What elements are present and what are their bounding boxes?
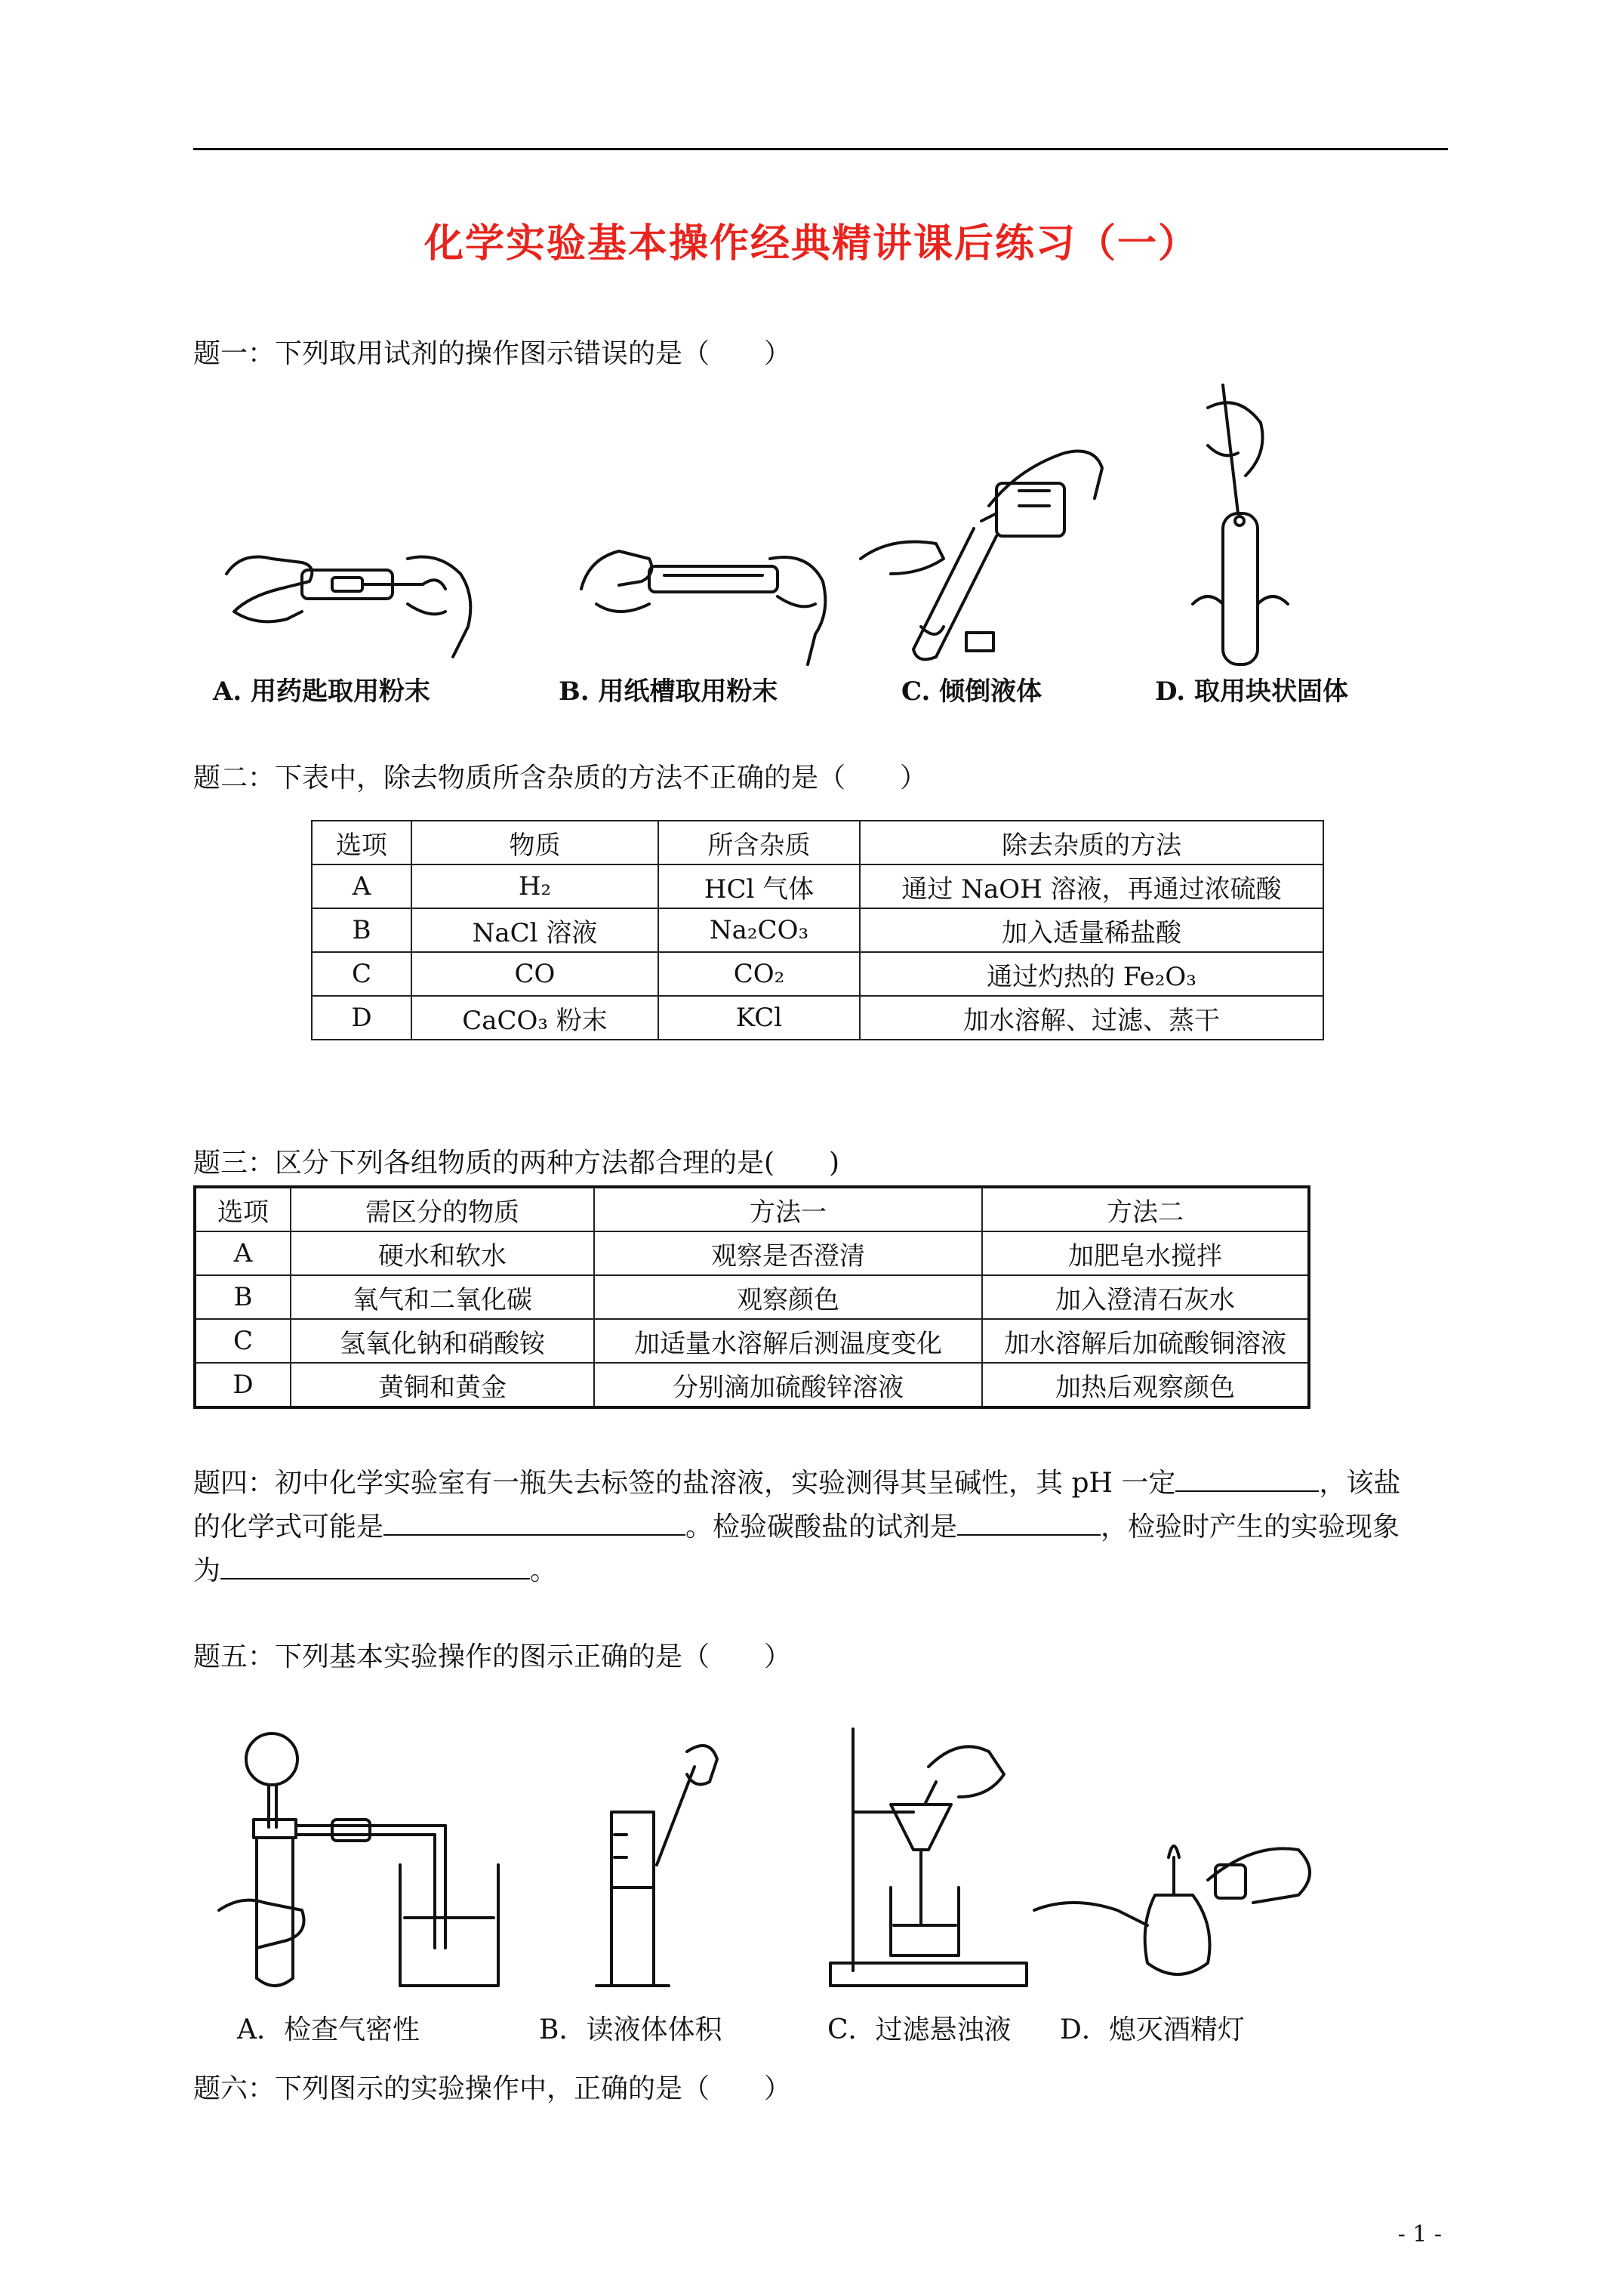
question-4-text	[193, 1462, 1461, 1593]
header-cell: 方法二	[982, 1187, 1309, 1231]
cell: 加适量水溶解后测温度变化	[594, 1319, 982, 1363]
cell: CaCO₃ 粉末	[411, 996, 658, 1040]
table-row	[195, 1319, 1309, 1363]
page-title: 化学实验基本操作经典精讲课后练习（一）	[423, 220, 1199, 267]
page-number: - 1 -	[1397, 2221, 1442, 2248]
figure-1a-spatula	[219, 521, 491, 672]
cell: KCl	[658, 996, 860, 1040]
q4-line3-start: 为	[193, 1555, 221, 1586]
cell: A	[195, 1231, 291, 1275]
table-row	[195, 1363, 1309, 1407]
q4-line3-end: 。	[530, 1555, 558, 1586]
table-row	[195, 1275, 1309, 1319]
caption-5d: D．熄灭酒精灯	[1060, 2014, 1245, 2045]
cell: 硬水和软水	[291, 1231, 594, 1275]
table-q3	[193, 1185, 1310, 1409]
q4-line2-mid: 。检验碳酸盐的试剂是	[685, 1512, 958, 1542]
cell: 加肥皂水搅拌	[982, 1231, 1309, 1275]
header-cell: 物质	[411, 821, 658, 864]
figure-5b-read-volume	[589, 1729, 740, 2001]
q4-line2-start: 的化学式可能是	[193, 1512, 384, 1542]
figure-1d-block-solid	[1163, 378, 1313, 672]
caption-5b: B．读液体体积	[539, 2014, 722, 2045]
table-row	[312, 908, 1323, 952]
cell: 观察颜色	[594, 1275, 982, 1319]
cell: H₂	[411, 864, 658, 908]
cell: CO	[411, 952, 658, 996]
figure-1b-paper-trough	[574, 521, 845, 672]
caption-1c: C. 倾倒液体	[901, 676, 1042, 707]
caption-1d: D. 取用块状固体	[1155, 676, 1348, 707]
table-header-row	[195, 1187, 1309, 1231]
question-5-text: 题五：下列基本实验操作的图示正确的是（ ）	[193, 1641, 792, 1672]
caption-1b: B. 用纸槽取用粉末	[559, 676, 778, 707]
cell: B	[312, 908, 411, 952]
q4-blank-phenomenon[interactable]	[220, 1552, 530, 1579]
q4-blank-formula[interactable]	[383, 1509, 685, 1536]
figure-5a-airtightness	[211, 1729, 528, 2001]
q4-line1-text: 题四：初中化学实验室有一瓶失去标签的盐溶液，实验测得其呈碱性，其 pH 一定	[193, 1468, 1176, 1499]
cell: 黄铜和黄金	[291, 1363, 594, 1407]
cell: CO₂	[658, 952, 860, 996]
header-cell: 选项	[195, 1187, 291, 1231]
header-cell: 除去杂质的方法	[860, 821, 1323, 864]
question-6-text: 题六：下列图示的实验操作中，正确的是（ ）	[193, 2073, 792, 2104]
question-1-text: 题一：下列取用试剂的操作图示错误的是（ ）	[193, 338, 792, 369]
header-cell: 需区分的物质	[291, 1187, 594, 1231]
cell: 通过灼热的 Fe₂O₃	[860, 952, 1323, 996]
cell: Na₂CO₃	[658, 908, 860, 952]
question-3-text: 题三：区分下列各组物质的两种方法都合理的是( )	[193, 1148, 840, 1179]
cell: D	[195, 1363, 291, 1407]
figure-1c-pouring-liquid	[845, 438, 1132, 672]
q4-line2-end: ，检验时产生的实验现象	[1101, 1512, 1400, 1542]
caption-5a: A．检查气密性	[237, 2014, 420, 2045]
cell: A	[312, 864, 411, 908]
header-cell: 所含杂质	[658, 821, 860, 864]
table-row	[195, 1231, 1309, 1275]
cell: 氢氧化钠和硝酸铵	[291, 1319, 594, 1363]
cell: 氧气和二氧化碳	[291, 1275, 594, 1319]
cell: 加水溶解后加硫酸铜溶液	[982, 1319, 1309, 1363]
table-header-row	[312, 821, 1323, 864]
caption-1a: A. 用药匙取用粉末	[213, 676, 431, 707]
cell: NaCl 溶液	[411, 908, 658, 952]
table-row	[312, 864, 1323, 908]
cell: D	[312, 996, 411, 1040]
cell: 观察是否澄清	[594, 1231, 982, 1275]
cell: C	[312, 952, 411, 996]
cell: 加热后观察颜色	[982, 1363, 1309, 1407]
caption-5c: C．过滤悬浊液	[827, 2014, 1012, 2045]
cell: HCl 气体	[658, 864, 860, 908]
question-2-text: 题二：下表中，除去物质所含杂质的方法不正确的是（ ）	[193, 763, 928, 794]
cell: B	[195, 1275, 291, 1319]
table-row	[312, 996, 1323, 1040]
cell: 加水溶解、过滤、蒸干	[860, 996, 1323, 1040]
cell: 加入澄清石灰水	[982, 1275, 1309, 1319]
q4-blank-reagent[interactable]	[957, 1509, 1101, 1536]
cell: 分别滴加硫酸锌溶液	[594, 1363, 982, 1407]
figure-5c-filtration	[823, 1721, 1042, 2001]
header-rule	[193, 148, 1448, 150]
cell: 通过 NaOH 溶液，再通过浓硫酸	[860, 864, 1323, 908]
table-q2	[311, 820, 1324, 1040]
header-cell: 方法一	[594, 1187, 982, 1231]
table-row	[312, 952, 1323, 996]
cell: 加入适量稀盐酸	[860, 908, 1323, 952]
q4-line1-end: ，该盐	[1319, 1468, 1401, 1499]
cell: C	[195, 1319, 291, 1363]
figure-5d-extinguish-lamp	[1027, 1812, 1329, 2001]
q4-blank-ph[interactable]	[1175, 1465, 1319, 1492]
header-cell: 选项	[312, 821, 411, 864]
